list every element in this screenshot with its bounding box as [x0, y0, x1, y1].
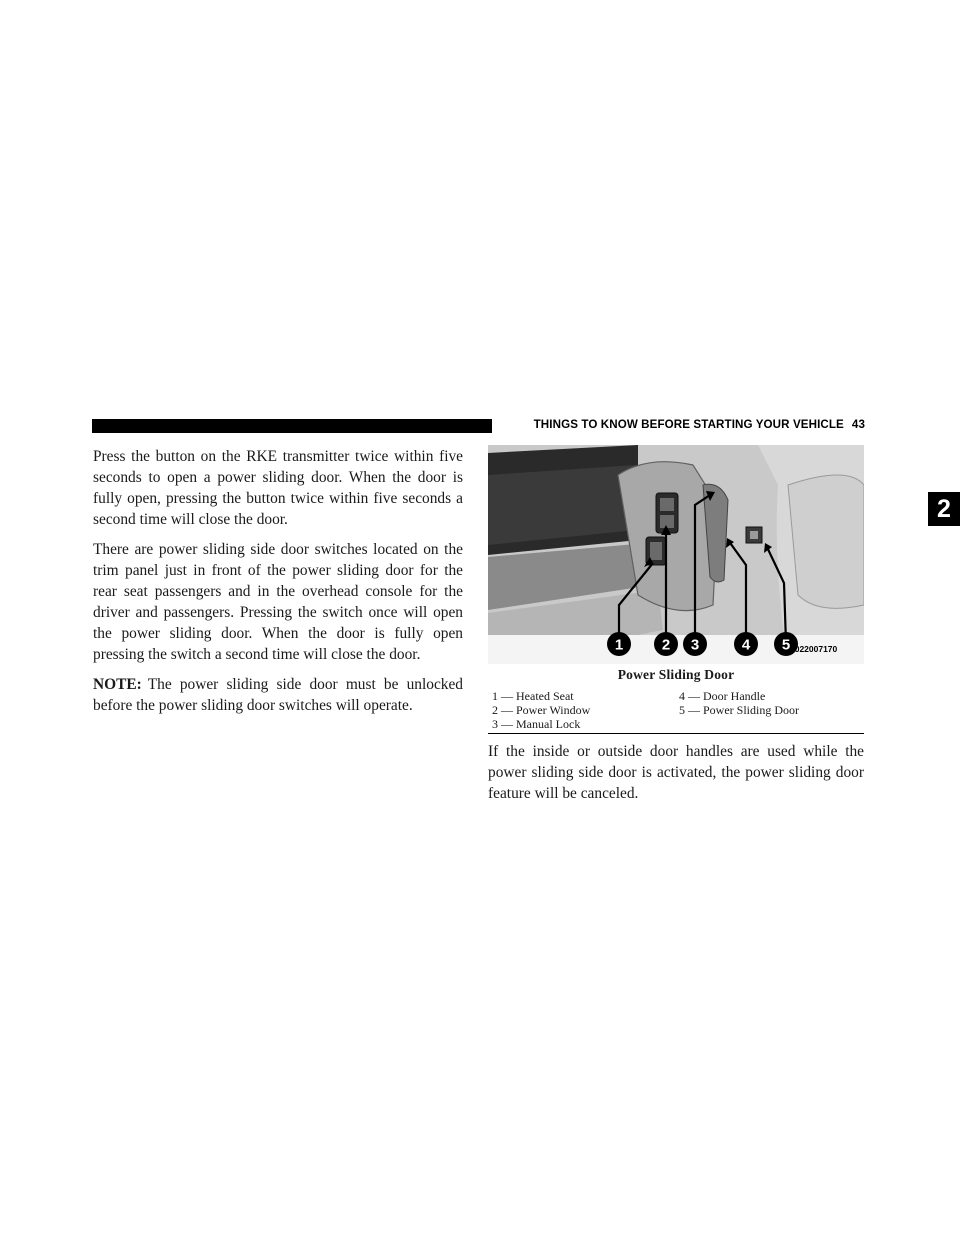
legend-item: 3 — Manual Lock — [492, 717, 581, 731]
paragraph: There are power sliding side door switches located on the trim panel just in front of the power sliding door for the rear seat passengers and in the overhead console for the driver and passengers. Pressing the switch once will open the power sliding door. When the door is fully open pressing the switch a second time will close the door. — [93, 541, 463, 663]
page-number: 43 — [851, 418, 865, 431]
note-text: The power sliding side door must be unlocked before the power sliding door switches will operate. — [93, 676, 463, 714]
paragraph: If the inside or outside door handles are used while the power sliding side door is activated, the power sliding door feature will be canceled. — [488, 743, 864, 802]
note — [93, 674, 463, 716]
power-sliding-door-illustration — [488, 445, 864, 664]
callout-2: 2 — [661, 636, 671, 654]
callout-3: 3 — [690, 636, 700, 654]
callout-5: 5 — [781, 636, 791, 654]
legend-item: 4 — Door Handle — [679, 689, 766, 703]
legend-item: 2 — Power Window — [492, 703, 591, 717]
left-column — [93, 446, 463, 725]
callout-4: 4 — [741, 636, 751, 654]
legend-item: 5 — Power Sliding Door — [679, 703, 799, 717]
legend-item: 1 — Heated Seat — [492, 689, 574, 703]
note-label: NOTE: — [93, 676, 142, 693]
legend-divider — [488, 733, 864, 734]
figure-title: Power Sliding Door — [617, 667, 735, 682]
image-code: 022007170 — [794, 644, 838, 654]
callout-1: 1 — [614, 636, 624, 654]
header-rule — [92, 419, 492, 433]
chapter-tab: 2 — [928, 492, 960, 526]
running-header — [503, 418, 865, 431]
chapter-title: THINGS TO KNOW BEFORE STARTING YOUR VEHICLE — [533, 418, 844, 431]
paragraph: Press the button on the RKE transmitter twice within five seconds to open a power sliding door. When the door is fully open, pressing the button twice within five seconds a second time will close the door. — [93, 448, 463, 528]
